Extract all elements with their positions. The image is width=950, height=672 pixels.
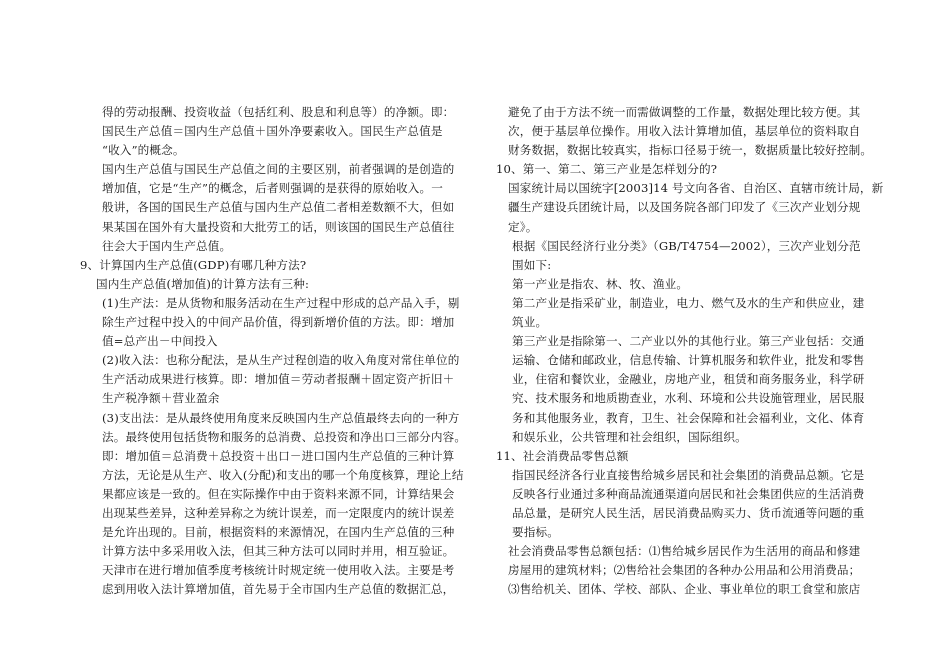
text-line: 第二产业是指采矿业，制造业，电力、燃气及水的生产和供应业，建 [512,295,865,310]
text-line: 财务数据，数据比较真实，指标口径易于统一，数据质量比较好控制。 [508,143,873,158]
text-line: 计算方法中多采用收入法，但其三种方法可以同时并用，相互验证。 [102,544,455,559]
text-line: 社会消费品零售总额包括：⑴售给城乡居民作为生活用的商品和修建 [508,544,861,559]
text-line: 生产税净额＋营业盈余 [102,391,220,406]
text-line: 国内生产总值(增加值)的计算方法有三种: [96,276,310,291]
text-line: 值=总产出－中间投入 [102,334,218,349]
text-line: 出现某些差异，这种差异称之为统计误差，而一定限度内的统计误差 [102,505,455,520]
text-line: 定》。 [508,219,538,234]
text-line: (2)收入法：也称分配法，是从生产过程创造的收入角度对常住单位的 [102,353,460,368]
text-line: 国内生产总值与国民生产总值之间的主要区别，前者强调的是创造的 [102,162,455,177]
text-line: 反映各行业通过多种商品流通渠道向居民和社会集团供应的生活消费 [512,486,865,501]
text-line: 和娱乐业，公共管理和社会组织，国际组织。 [512,429,747,444]
text-line: 次，便于基层单位操作。用收入法计算增加值，基层单位的资料取自 [508,124,861,139]
text-line: 天津市在进行增加值季度考核统计时规定统一使用收入法。主要是考 [102,563,455,578]
text-line: 除生产过程中投入的中间产品价值，得到新增价值的方法。即：增加 [102,315,455,330]
text-line: 增加值，它是“生产”的概念，后者则强调的是获得的原始收入。一 [102,181,443,196]
text-line: 根据《国民经济行业分类》（GB/T4754—2002），三次产业划分范 [512,238,861,253]
text-line: 果都应该是一致的。但在实际操作中由于资料来源不同，计算结果会 [102,486,455,501]
text-line: 疆生产建设兵团统计局，以及国务院各部门印发了《三次产业划分规 [508,200,861,215]
text-line: 法。最终使用包括货物和服务的总消费、总投资和净出口三部分内容。 [102,429,467,444]
text-line: 生产活动成果进行核算。即：增加值＝劳动者报酬＋固定资产折旧＋ [102,372,455,387]
text-line: 是允许出现的。目前，根据资料的来源情况，在国内生产总值的三种 [102,525,455,540]
text-line: 11、社会消费品零售总额 [496,448,629,463]
text-line: (3)支出法：是从最终使用角度来反映国内生产总值最终去向的一种方 [102,410,460,425]
text-line: 9、计算国内生产总值(GDP)有哪几种方法? [80,257,307,272]
text-line: 往会大于国内生产总值。 [102,238,232,253]
text-line: 究、技术服务和地质勘查业，水利、环境和公共设施管理业，居民服 [512,391,865,406]
text-line: 品总量，是研究人民生活，居民消费品购买力、货币流通等问题的重 [512,505,865,520]
text-line: “收入”的概念。 [102,143,185,158]
text-line: 务和其他服务业，教育，卫生、社会保障和社会福利业，文化、体育 [512,410,865,425]
text-line: 得的劳动报酬、投资收益（包括红利、股息和利息等）的净额。即： [102,105,455,119]
text-line: 第三产业是指除第一、二产业以外的其他行业。第三产业包括：交通 [512,334,865,349]
text-line: 围如下: [512,257,552,272]
text-line: 避免了由于方法不统一而需做调整的工作量，数据处理比较方便。其 [508,105,861,119]
text-line: 即：增加值＝总消费＋总投资＋出口－进口国内生产总值的三种计算 [102,448,455,463]
text-line: 筑业。 [512,315,548,330]
text-line: 第一产业是指农、林、牧、渔业。 [512,276,689,291]
text-line: 10、第一、第二、第三产业是怎样划分的? [496,162,718,177]
text-line: ⑶售给机关、团体、学校、部队、企业、事业单位的职工食堂和旅店 [508,582,861,597]
left-text-column [80,103,475,599]
text-line: 运输、仓储和邮政业，信息传输、计算机服务和软件业，批发和零售 [512,353,865,368]
text-line: 业，住宿和餐饮业，金融业，房地产业，租赁和商务服务业，科学研 [512,372,865,387]
text-line: 果某国在国外有大量投资和大批劳工的话，则该国的国民生产总值往 [102,219,455,234]
right-text-column [496,103,884,599]
text-line: 般讲，各国的国民生产总值与国内生产总值二者相差数额不大，但如 [102,200,455,215]
text-line: 国民生产总值＝国内生产总值＋国外净要素收入。国民生产总值是 [102,124,443,139]
text-line: 方法，无论是从生产、收入(分配)和支出的哪一个角度核算，理论上结 [102,467,464,482]
text-line: 房屋用的建筑材料；⑵售给社会集团的各种办公用品和公用消费品； [508,563,861,578]
text-line: 国家统计局以国统字[2003]14 号文向各省、自治区、直辖市统计局，新 [508,181,884,196]
text-line: 虑到用收入法计算增加值，首先易于全市国内生产总值的数据汇总， [102,582,455,597]
text-line: 要指标。 [512,525,559,540]
text-line: (1)生产法：是从货物和服务活动在生产过程中形成的总产品入手，剔 [102,295,460,310]
text-line: 指国民经济各行业直接售给城乡居民和社会集团的消费品总额。它是 [512,467,865,482]
